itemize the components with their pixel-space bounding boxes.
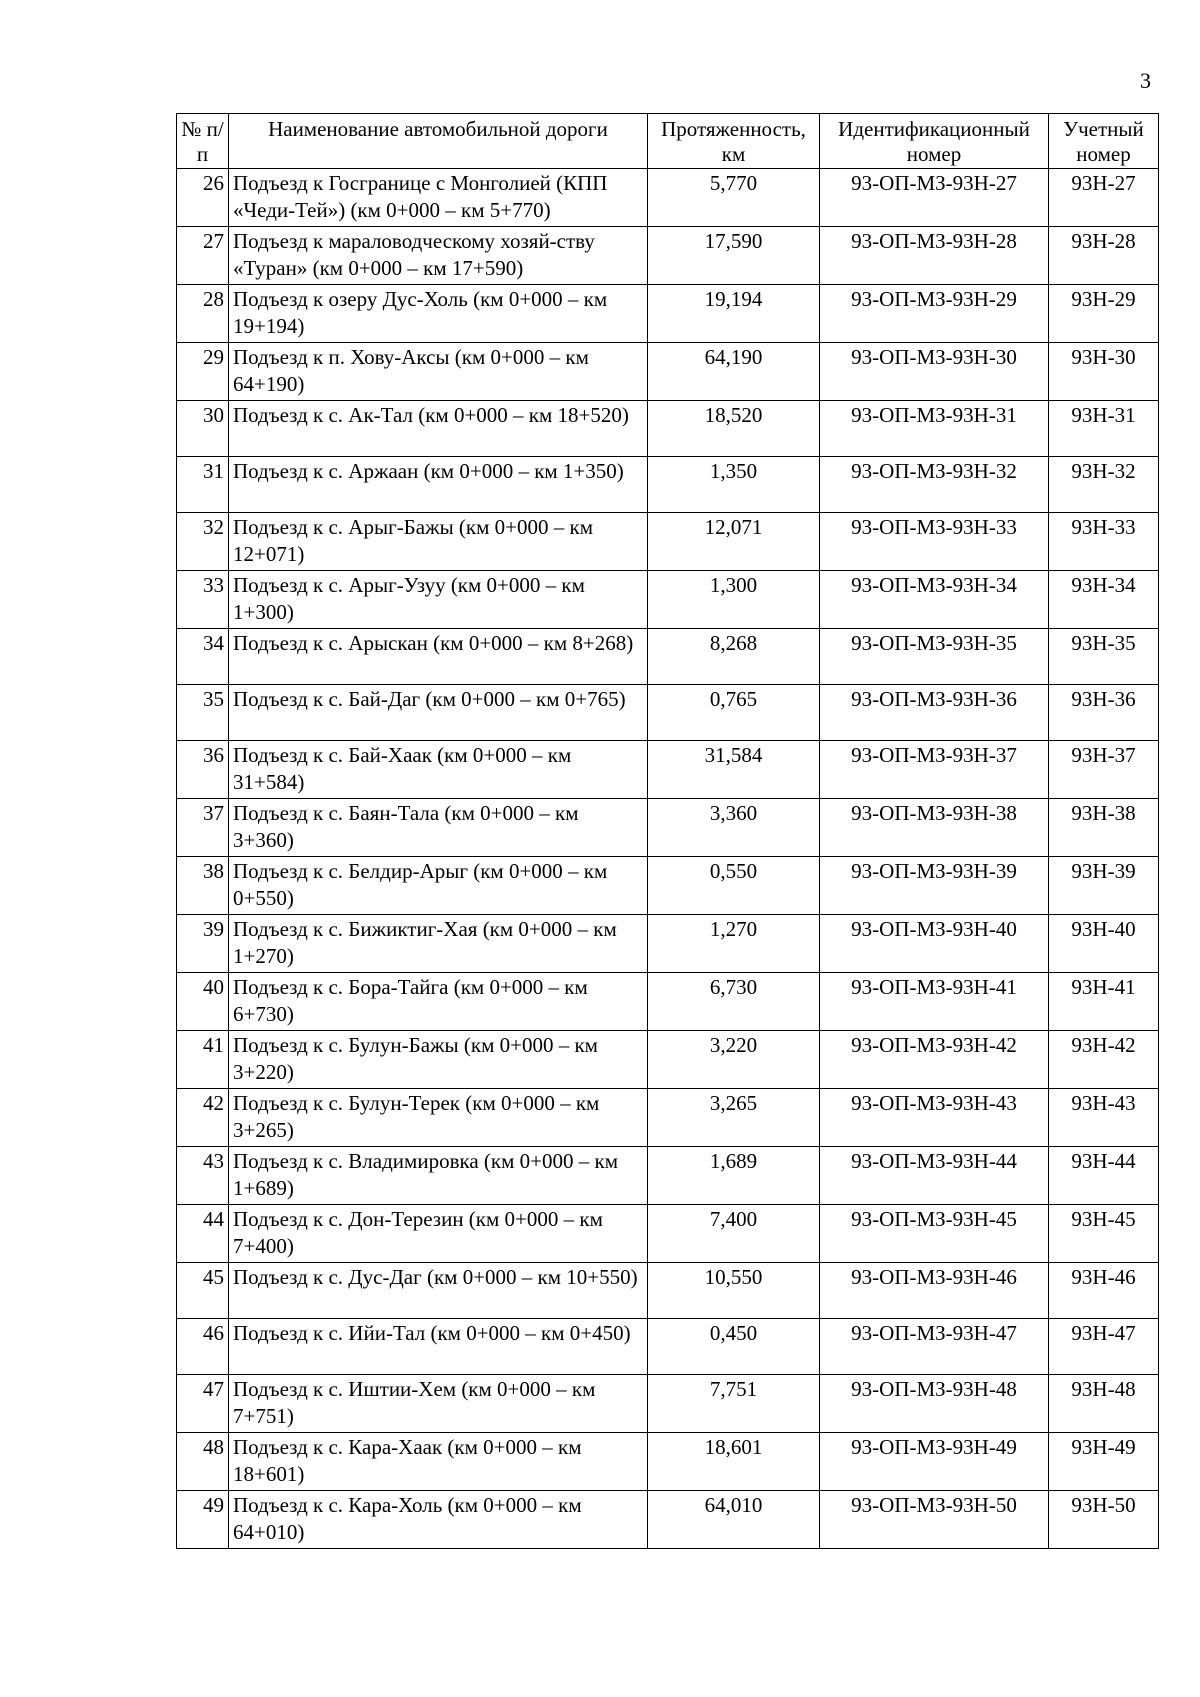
road-length: 0,765 xyxy=(648,685,820,741)
table-row xyxy=(177,1491,1159,1549)
road-length: 1,350 xyxy=(648,457,820,513)
roads-table xyxy=(176,113,1159,1549)
table-row xyxy=(177,629,1159,685)
header-num: № п/п xyxy=(177,114,229,169)
road-name: Подъезд к с. Бай-Даг (км 0+000 – км 0+765) xyxy=(229,685,648,741)
account-number: 93Н-32 xyxy=(1049,457,1159,513)
road-length: 31,584 xyxy=(648,741,820,799)
road-name: Подъезд к с. Арыг-Бажы (км 0+000 – км 12+071) xyxy=(229,513,648,571)
table-row xyxy=(177,1433,1159,1491)
table-row xyxy=(177,1147,1159,1205)
header-name: Наименование автомобильной дороги xyxy=(229,114,648,169)
account-number: 93Н-38 xyxy=(1049,799,1159,857)
road-length: 64,010 xyxy=(648,1491,820,1549)
road-length: 18,520 xyxy=(648,401,820,457)
account-number: 93Н-29 xyxy=(1049,285,1159,343)
row-number: 29 xyxy=(177,343,229,401)
table-row xyxy=(177,973,1159,1031)
identification-number: 93-ОП-МЗ-93Н-38 xyxy=(820,799,1049,857)
account-number: 93Н-43 xyxy=(1049,1089,1159,1147)
identification-number: 93-ОП-МЗ-93Н-46 xyxy=(820,1263,1049,1319)
table-body xyxy=(177,169,1159,1549)
road-name: Подъезд к с. Кара-Холь (км 0+000 – км 64+010) xyxy=(229,1491,648,1549)
road-name: Подъезд к п. Хову-Аксы (км 0+000 – км 64+190) xyxy=(229,343,648,401)
road-name: Подъезд к с. Иштии-Хем (км 0+000 – км 7+751) xyxy=(229,1375,648,1433)
account-number: 93Н-30 xyxy=(1049,343,1159,401)
table-row xyxy=(177,1205,1159,1263)
road-length: 64,190 xyxy=(648,343,820,401)
table-row xyxy=(177,1319,1159,1375)
road-length: 3,265 xyxy=(648,1089,820,1147)
road-name: Подъезд к с. Арыскан (км 0+000 – км 8+268) xyxy=(229,629,648,685)
identification-number: 93-ОП-МЗ-93Н-34 xyxy=(820,571,1049,629)
table-row xyxy=(177,1263,1159,1319)
identification-number: 93-ОП-МЗ-93Н-44 xyxy=(820,1147,1049,1205)
road-name: Подъезд к с. Бай-Хаак (км 0+000 – км 31+584) xyxy=(229,741,648,799)
table-row xyxy=(177,1031,1159,1089)
road-name: Подъезд к мараловодческому хозяй-ству «Туран» (км 0+000 – км 17+590) xyxy=(229,227,648,285)
table-row xyxy=(177,799,1159,857)
road-length: 1,270 xyxy=(648,915,820,973)
road-name: Подъезд к с. Владимировка (км 0+000 – км 1+689) xyxy=(229,1147,648,1205)
road-name: Подъезд к с. Кара-Хаак (км 0+000 – км 18+601) xyxy=(229,1433,648,1491)
road-length: 6,730 xyxy=(648,973,820,1031)
row-number: 42 xyxy=(177,1089,229,1147)
table-row xyxy=(177,401,1159,457)
identification-number: 93-ОП-МЗ-93Н-31 xyxy=(820,401,1049,457)
road-length: 3,360 xyxy=(648,799,820,857)
row-number: 30 xyxy=(177,401,229,457)
row-number: 31 xyxy=(177,457,229,513)
account-number: 93Н-33 xyxy=(1049,513,1159,571)
road-length: 0,550 xyxy=(648,857,820,915)
account-number: 93Н-45 xyxy=(1049,1205,1159,1263)
account-number: 93Н-50 xyxy=(1049,1491,1159,1549)
road-length: 18,601 xyxy=(648,1433,820,1491)
row-number: 34 xyxy=(177,629,229,685)
table-row xyxy=(177,227,1159,285)
row-number: 45 xyxy=(177,1263,229,1319)
road-name: Подъезд к с. Дон-Терезин (км 0+000 – км 7+400) xyxy=(229,1205,648,1263)
road-name: Подъезд к с. Бижиктиг-Хая (км 0+000 – км 1+270) xyxy=(229,915,648,973)
row-number: 32 xyxy=(177,513,229,571)
road-name: Подъезд к с. Арыг-Узуу (км 0+000 – км 1+300) xyxy=(229,571,648,629)
header-ident: Идентификационный номер xyxy=(820,114,1049,169)
table-row xyxy=(177,513,1159,571)
table-row xyxy=(177,1089,1159,1147)
account-number: 93Н-31 xyxy=(1049,401,1159,457)
identification-number: 93-ОП-МЗ-93Н-39 xyxy=(820,857,1049,915)
account-number: 93Н-27 xyxy=(1049,169,1159,227)
road-name: Подъезд к с. Белдир-Арыг (км 0+000 – км 0+550) xyxy=(229,857,648,915)
identification-number: 93-ОП-МЗ-93Н-45 xyxy=(820,1205,1049,1263)
road-name: Подъезд к с. Бора-Тайга (км 0+000 – км 6+730) xyxy=(229,973,648,1031)
header-length: Протяженность, км xyxy=(648,114,820,169)
road-name: Подъезд к с. Булун-Бажы (км 0+000 – км 3+220) xyxy=(229,1031,648,1089)
table-row xyxy=(177,741,1159,799)
row-number: 48 xyxy=(177,1433,229,1491)
identification-number: 93-ОП-МЗ-93Н-49 xyxy=(820,1433,1049,1491)
identification-number: 93-ОП-МЗ-93Н-40 xyxy=(820,915,1049,973)
table-row xyxy=(177,571,1159,629)
row-number: 39 xyxy=(177,915,229,973)
row-number: 37 xyxy=(177,799,229,857)
road-name: Подъезд к с. Аржаан (км 0+000 – км 1+350) xyxy=(229,457,648,513)
row-number: 28 xyxy=(177,285,229,343)
identification-number: 93-ОП-МЗ-93Н-43 xyxy=(820,1089,1049,1147)
identification-number: 93-ОП-МЗ-93Н-35 xyxy=(820,629,1049,685)
identification-number: 93-ОП-МЗ-93Н-41 xyxy=(820,973,1049,1031)
account-number: 93Н-44 xyxy=(1049,1147,1159,1205)
road-name: Подъезд к с. Ийи-Тал (км 0+000 – км 0+450) xyxy=(229,1319,648,1375)
road-length: 17,590 xyxy=(648,227,820,285)
road-name: Подъезд к с. Баян-Тала (км 0+000 – км 3+360) xyxy=(229,799,648,857)
row-number: 41 xyxy=(177,1031,229,1089)
identification-number: 93-ОП-МЗ-93Н-48 xyxy=(820,1375,1049,1433)
road-length: 3,220 xyxy=(648,1031,820,1089)
account-number: 93Н-49 xyxy=(1049,1433,1159,1491)
account-number: 93Н-48 xyxy=(1049,1375,1159,1433)
identification-number: 93-ОП-МЗ-93Н-29 xyxy=(820,285,1049,343)
row-number: 38 xyxy=(177,857,229,915)
account-number: 93Н-28 xyxy=(1049,227,1159,285)
road-name: Подъезд к с. Булун-Терек (км 0+000 – км 3+265) xyxy=(229,1089,648,1147)
identification-number: 93-ОП-МЗ-93Н-27 xyxy=(820,169,1049,227)
table-row xyxy=(177,285,1159,343)
account-number: 93Н-37 xyxy=(1049,741,1159,799)
account-number: 93Н-46 xyxy=(1049,1263,1159,1319)
road-length: 12,071 xyxy=(648,513,820,571)
road-length: 5,770 xyxy=(648,169,820,227)
table-row xyxy=(177,857,1159,915)
row-number: 35 xyxy=(177,685,229,741)
row-number: 27 xyxy=(177,227,229,285)
row-number: 26 xyxy=(177,169,229,227)
identification-number: 93-ОП-МЗ-93Н-47 xyxy=(820,1319,1049,1375)
table-row xyxy=(177,169,1159,227)
identification-number: 93-ОП-МЗ-93Н-37 xyxy=(820,741,1049,799)
row-number: 36 xyxy=(177,741,229,799)
road-name: Подъезд к с. Ак-Тал (км 0+000 – км 18+520) xyxy=(229,401,648,457)
account-number: 93Н-41 xyxy=(1049,973,1159,1031)
identification-number: 93-ОП-МЗ-93Н-32 xyxy=(820,457,1049,513)
road-name: Подъезд к Госгранице с Монголией (КПП «Чеди-Тей») (км 0+000 – км 5+770) xyxy=(229,169,648,227)
account-number: 93Н-40 xyxy=(1049,915,1159,973)
table-row xyxy=(177,457,1159,513)
road-length: 19,194 xyxy=(648,285,820,343)
identification-number: 93-ОП-МЗ-93Н-33 xyxy=(820,513,1049,571)
row-number: 33 xyxy=(177,571,229,629)
row-number: 47 xyxy=(177,1375,229,1433)
account-number: 93Н-39 xyxy=(1049,857,1159,915)
account-number: 93Н-34 xyxy=(1049,571,1159,629)
account-number: 93Н-42 xyxy=(1049,1031,1159,1089)
row-number: 44 xyxy=(177,1205,229,1263)
road-length: 7,751 xyxy=(648,1375,820,1433)
road-length: 0,450 xyxy=(648,1319,820,1375)
table-row xyxy=(177,343,1159,401)
row-number: 40 xyxy=(177,973,229,1031)
account-number: 93Н-47 xyxy=(1049,1319,1159,1375)
table-row xyxy=(177,685,1159,741)
table-row xyxy=(177,915,1159,973)
identification-number: 93-ОП-МЗ-93Н-42 xyxy=(820,1031,1049,1089)
row-number: 49 xyxy=(177,1491,229,1549)
road-length: 1,300 xyxy=(648,571,820,629)
road-length: 7,400 xyxy=(648,1205,820,1263)
road-length: 10,550 xyxy=(648,1263,820,1319)
row-number: 46 xyxy=(177,1319,229,1375)
identification-number: 93-ОП-МЗ-93Н-50 xyxy=(820,1491,1049,1549)
identification-number: 93-ОП-МЗ-93Н-30 xyxy=(820,343,1049,401)
road-name: Подъезд к озеру Дус-Холь (км 0+000 – км 19+194) xyxy=(229,285,648,343)
account-number: 93Н-35 xyxy=(1049,629,1159,685)
identification-number: 93-ОП-МЗ-93Н-28 xyxy=(820,227,1049,285)
header-account: Учетный номер xyxy=(1049,114,1159,169)
row-number: 43 xyxy=(177,1147,229,1205)
table-row xyxy=(177,1375,1159,1433)
road-name: Подъезд к с. Дус-Даг (км 0+000 – км 10+550) xyxy=(229,1263,648,1319)
road-length: 1,689 xyxy=(648,1147,820,1205)
table-header-row xyxy=(177,114,1159,169)
page-number: 3 xyxy=(1140,68,1151,93)
account-number: 93Н-36 xyxy=(1049,685,1159,741)
road-length: 8,268 xyxy=(648,629,820,685)
identification-number: 93-ОП-МЗ-93Н-36 xyxy=(820,685,1049,741)
